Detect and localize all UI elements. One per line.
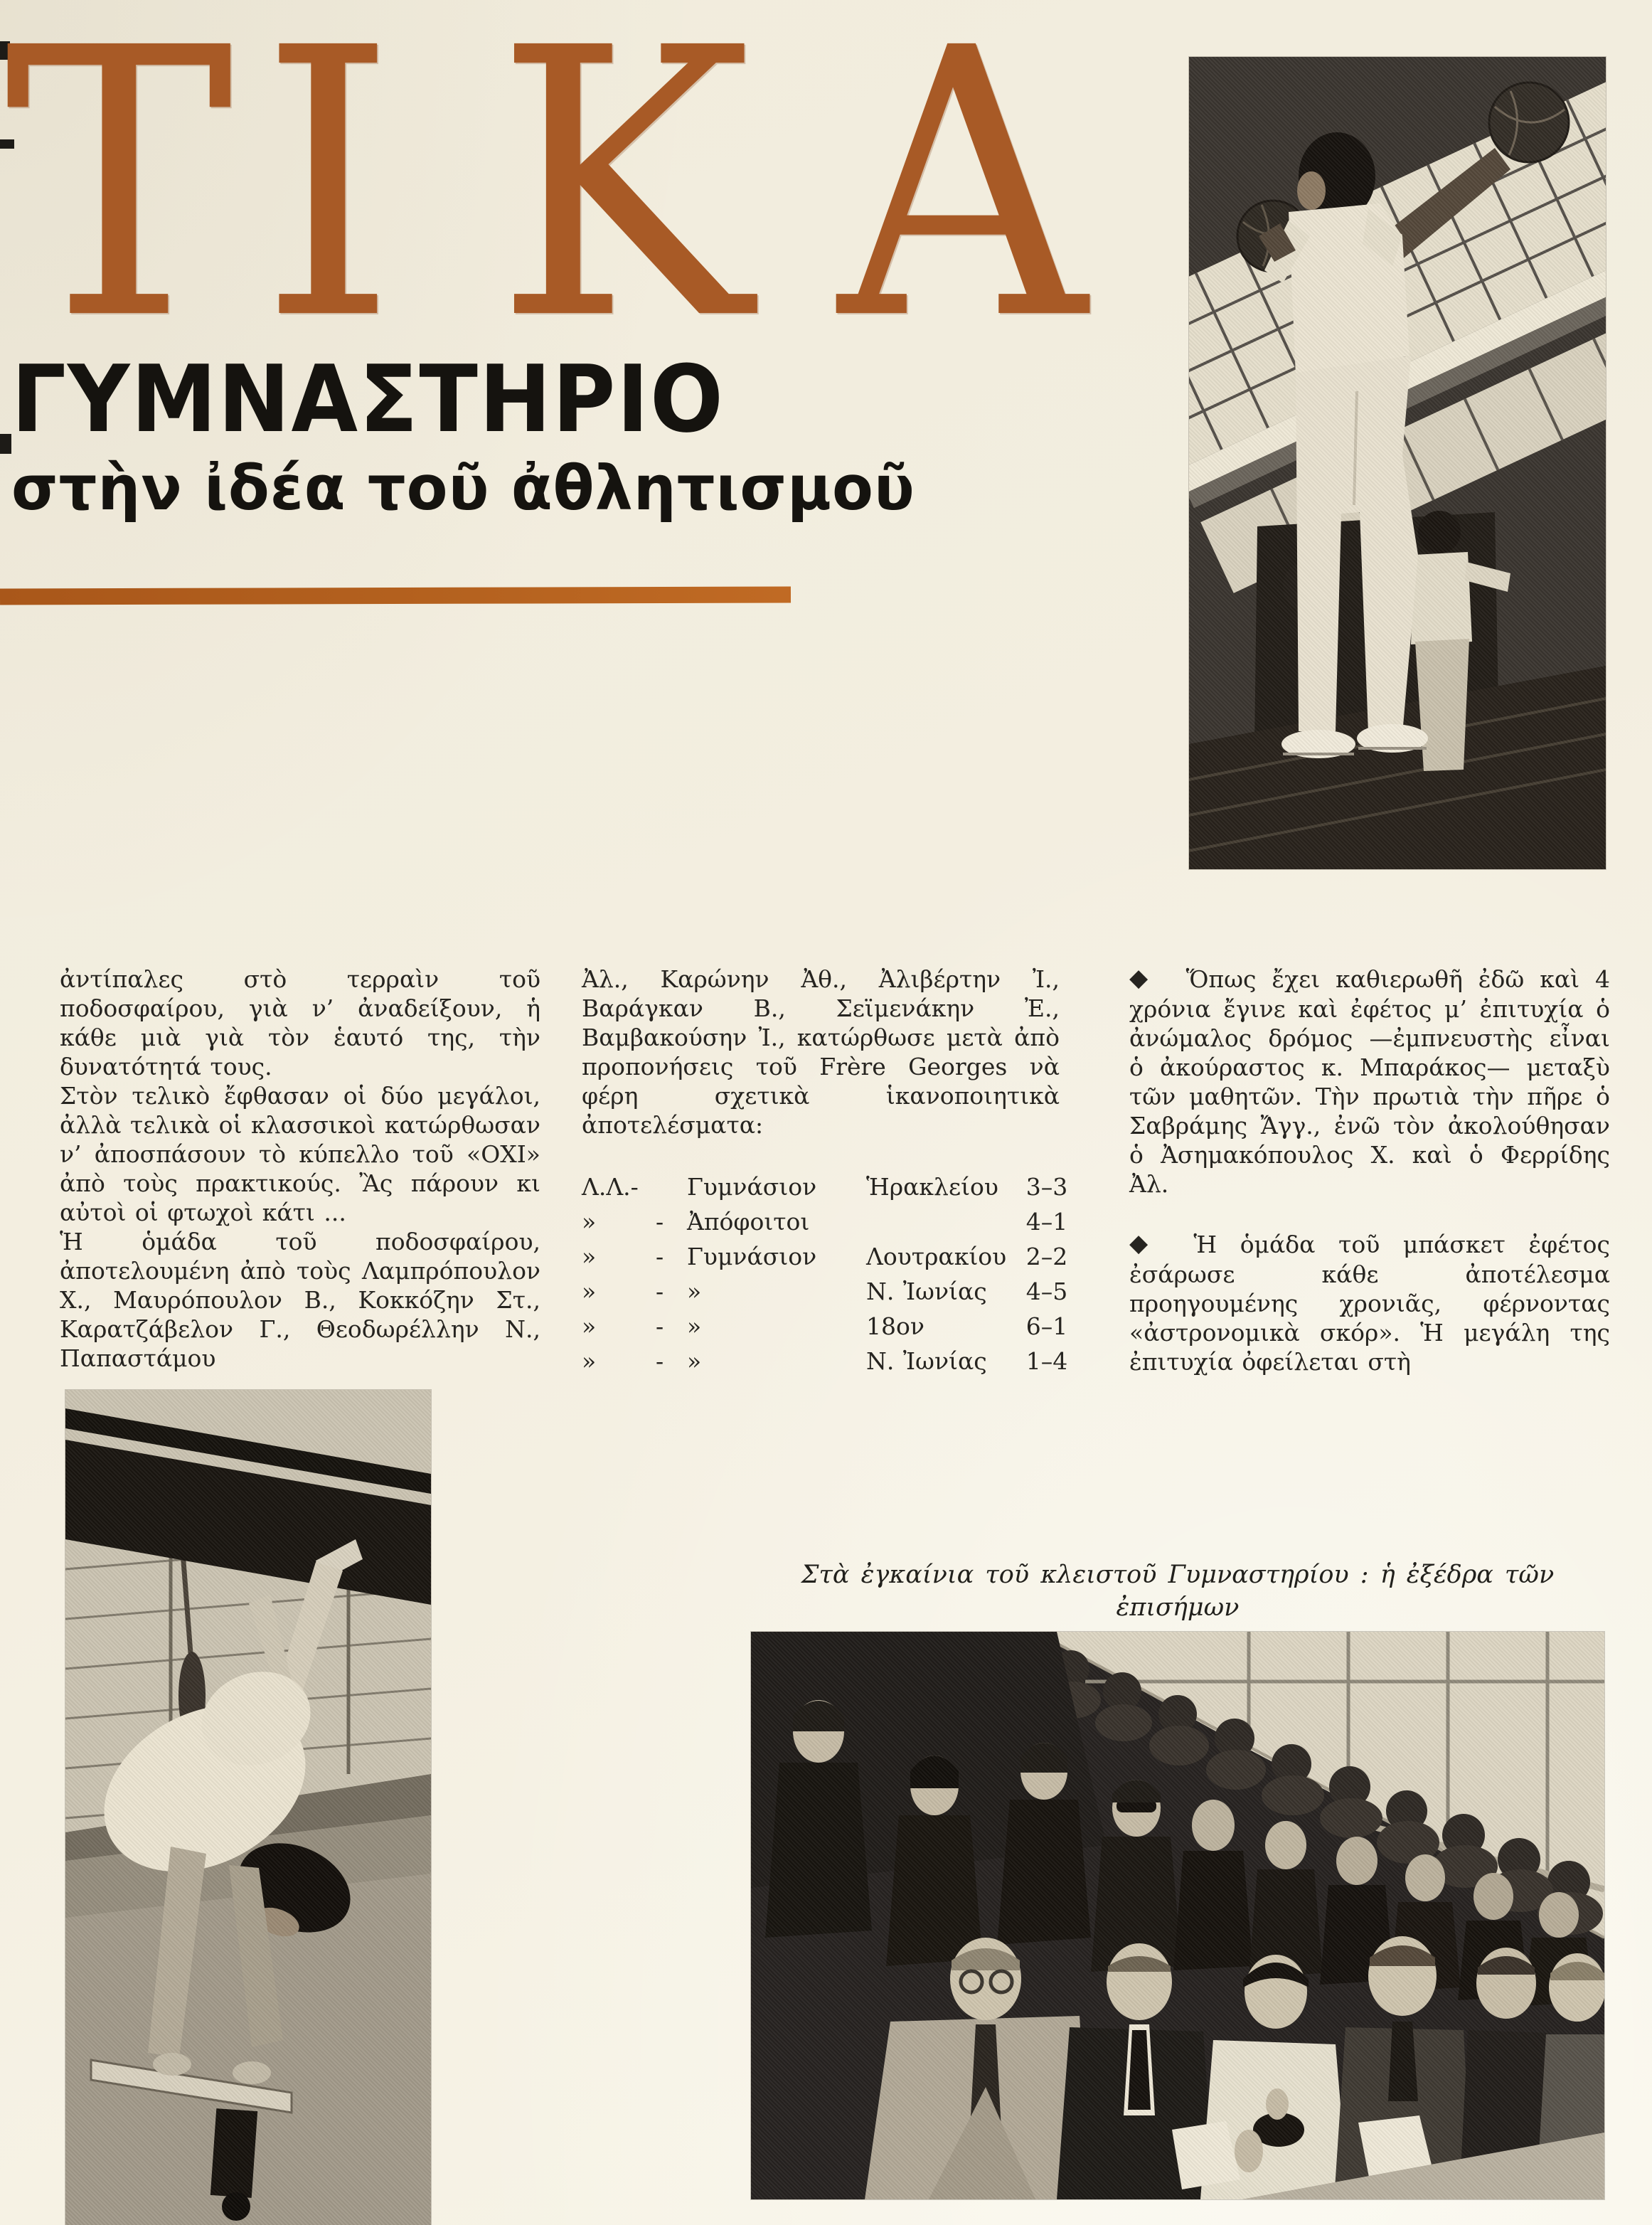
officials-tribune-photo (751, 1632, 1604, 2199)
result-cell: » (582, 1312, 597, 1340)
article-column-3 (1129, 965, 1610, 1376)
section-heading: ΓΥΜΝΑΣΤΗΡΙΟ (11, 345, 725, 453)
result-cell: Ἀπόφοιτοι (687, 1208, 810, 1236)
photo-caption: Στὰ ἐγκαίνια τοῦ κλειστοῦ Γυμναστηρίου : ἡ ἐξέδρα τῶν ἐπισήμων (801, 1561, 1555, 1622)
diamond-bullet-icon: ◆ (1129, 964, 1155, 992)
result-score: 6–1 (1025, 1312, 1068, 1340)
result-cell (656, 1169, 687, 1204)
match-results-table (582, 1169, 1068, 1379)
result-score: 3–3 (1025, 1173, 1068, 1201)
result-cell (866, 1204, 1006, 1239)
result-cell: » (687, 1347, 702, 1375)
edge-artifact (0, 434, 11, 454)
result-cell: 18ον (866, 1312, 924, 1340)
gymnast-photo-art (65, 1390, 431, 2225)
paragraph: ἀντίπαλες στὸ τερραὶν τοῦ ποδοσφαίρου, γιὰ ν’ ἀναδείξουν, ἡ κάθε μιὰ γιὰ τὸν ἑαυτό της, τὴν δυνατότητά τους. (60, 965, 540, 1080)
gymnast-handstand-photo (65, 1390, 431, 2225)
result-cell: - (656, 1312, 664, 1340)
paragraph-text: Ἡ ὁμάδα τοῦ μπάσκετ ἐφέτος ἐσάρωσε κάθε ἀποτέλεσμα προηγουμένης χρονιᾶς, φέρνοντας «ἀστρονομικὰ σκόρ». Ἡ μεγάλη της ἐπιτυχία ὀφείλεται στὴ (1129, 1231, 1610, 1376)
article-column-2 (582, 965, 1068, 1379)
result-cell: » (582, 1347, 597, 1375)
audience-photo-art (751, 1632, 1604, 2199)
section-subheading: στὴν ἰδέα τοῦ ἀθλητισμοῦ (11, 453, 915, 524)
paragraph: Ἡ ὁμάδα τοῦ ποδοσφαίρου, ἀποτελουμένη ἀπὸ τοὺς Λαμπρόπουλον Χ., Μαυρόπουλον Β., Κοκκόζην Στ., Καρατζάβελον Γ., Θεοδωρέλλην Ν., Παπαστάμου (60, 1228, 540, 1372)
article-column-1 (60, 965, 540, 1373)
basketball-photo-art (1189, 57, 1606, 869)
result-cell: Λουτρακίου (866, 1243, 1007, 1270)
result-cell: » (582, 1278, 597, 1305)
result-cell: » (582, 1243, 597, 1270)
result-cell: Γυμνάσιον (687, 1243, 817, 1270)
result-score: 2–2 (1025, 1243, 1068, 1270)
paragraph: Στὸν τελικὸ ἔφθασαν οἱ δύο μεγάλοι, ἀλλὰ τελικὰ οἱ κλασσικοὶ κατώρθωσαν ν’ ἀποσπάσουν τὸ κύπελλο τοῦ «ΟΧΙ» ἀπὸ τοὺς πρακτικούς. Ἂς πάρουν κι αὐτοὶ οἱ φτωχοὶ κάτι ... (60, 1082, 540, 1226)
basketball-player-photo (1189, 57, 1606, 869)
diamond-bullet-icon: ◆ (1129, 1229, 1163, 1258)
paragraph: Ἀλ., Καρώνην Ἀθ., Ἀλιβέρτην Ἰ., Βαράγκαν Β., Σεϊμενάκην Ἐ., Βαμβακούσην Ἰ., κατώρθωσε μετὰ ἀπὸ προπονήσεις τοῦ Frère Georges νὰ φέρη σχετικὰ ἱκανοποιητικὰ ἀποτελέσματα: (582, 965, 1060, 1139)
title-letter: Κ (495, 0, 752, 400)
result-cell: » (582, 1208, 597, 1236)
title-letter: Ι (260, 0, 396, 400)
paragraph (1129, 965, 1610, 1199)
result-cell: - (656, 1243, 664, 1270)
result-cell: » (687, 1278, 702, 1305)
result-score: 4–1 (1025, 1208, 1068, 1236)
result-cell: Λ.Λ.- (582, 1173, 639, 1201)
result-score: 1–4 (1025, 1347, 1068, 1375)
result-cell: Γυμνάσιον (687, 1173, 817, 1201)
result-cell: - (656, 1278, 664, 1305)
paragraph (1129, 1230, 1610, 1376)
result-cell: Ν. Ἰωνίας (866, 1278, 987, 1305)
result-cell: - (656, 1208, 664, 1236)
result-cell: Ν. Ἰωνίας (866, 1347, 987, 1375)
result-cell: Ἡρακλείου (866, 1173, 998, 1201)
title-letter: Τ (4, 0, 234, 400)
title-letter: Α (838, 0, 1087, 400)
result-score: 4–5 (1025, 1278, 1068, 1305)
paragraph-text: Ὅπως ἔχει καθιερωθῆ ἐδῶ καὶ 4 χρόνια ἔγινε καὶ ἐφέτος μ’ ἐπιτυχία ὁ ἀνώμαλος δρόμος —ἐμπνευστὴς εἶναι ὁ ἀκούραστος κ. Μπαράκος— μεταξὺ τῶν μαθητῶν. Τὴν πρωτιὰ τὴν πῆρε ὁ Σαβράμης Ἄγγ., ἐνῶ τὸν ἀκολούθησαν ὁ Ἀσημακόπουλος Χ. καὶ ὁ Φερρίδης Ἀλ. (1129, 965, 1610, 1198)
orange-divider-rule (0, 587, 791, 605)
result-cell: » (687, 1312, 702, 1340)
result-cell: - (656, 1347, 664, 1375)
